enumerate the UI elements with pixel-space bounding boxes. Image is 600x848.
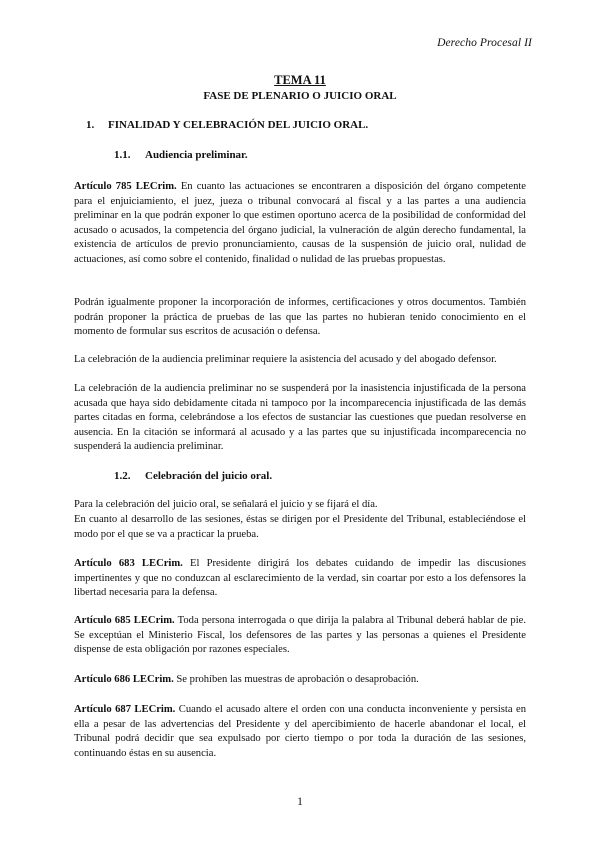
paragraph: Podrán igualmente proponer la incorporación de informes, certificaciones y otros documentos. También podrán proponer la práctica de pruebas de las que las partes no hubieran tenido conocimiento en el momento de formular sus escritos de acusación o defensa.	[74, 297, 526, 338]
section-number: 1.	[86, 119, 95, 131]
paragraph: La celebración de la audiencia preliminar requiere la asistencia del acusado y del abogado defensor.	[74, 354, 497, 365]
article-reference: Artículo 687 LECrim.	[74, 704, 176, 715]
paragraph-text: Cuando el acusado altere el orden con una conducta inconveniente y persista en ella a pesar de las advertencias del Presidente y del apercibimiento de hacerle abandonar el local, el Tribunal podrá decidir que sea expulsado por cierto tiempo o por toda la duración de las sesiones, continuando éstas en su ausencia.	[74, 704, 527, 759]
article-reference: Artículo 685 LECrim.	[74, 615, 175, 626]
paragraph-text: Toda persona interrogada o que dirija la palabra al Tribunal deberá hablar de pie. Se exceptúan el Ministerio Fiscal, los defensores de las partes y las personas a quienes el Presidente dispense de esta obligación por razones especiales.	[74, 615, 526, 656]
running-header: Derecho Procesal II	[437, 37, 532, 49]
title-block	[0, 72, 600, 104]
section-heading-1-1	[114, 149, 248, 161]
page-number: 1	[297, 796, 303, 808]
section-title: Celebración del juicio oral.	[145, 470, 273, 482]
paragraph-art-683	[74, 557, 526, 601]
article-reference: Artículo 683 LECrim.	[74, 558, 183, 569]
paragraph-text: Se prohíben las muestras de aprobación o desaprobación.	[173, 674, 419, 685]
paragraph-art-687	[74, 703, 526, 761]
section-number: 1.2.	[114, 470, 131, 482]
paragraph: Para la celebración del juicio oral, se señalará el juicio y se fijará el día.	[74, 499, 378, 510]
section-title: FINALIDAD Y CELEBRACIÓN DEL JUICIO ORAL.	[108, 119, 369, 131]
section-heading-1	[86, 119, 368, 131]
paragraph: En cuanto al desarrollo de las sesiones, éstas se dirigen por el Presidente del Tribunal, estableciéndose el modo por el que se va a practicar la prueba.	[74, 514, 526, 540]
paragraph-text: El Presidente dirigirá los debates cuidando de impedir las discusiones impertinentes y que no conduzcan al esclarecimiento de la verdad, sin coartar por esto a los defensores la libertad necesaria para la defensa.	[74, 558, 527, 599]
article-reference: Artículo 785 LECrim.	[74, 181, 177, 192]
section-number: 1.1.	[114, 149, 131, 161]
paragraph-text: En cuanto las actuaciones se encontraren a disposición del órgano competente para el enjuiciamiento, el juez, jueza o tribunal convocará al fiscal y a las partes a una audiencia preliminar en la que podrán exponer lo que estimen oportuno acerca de la posibilidad de conformidad del acusado o acusados, la competencia del órgano judicial, la vulneración de algún derecho fundamental, la existencia de artículos de previo pronunciamiento, causas de la suspensión de juicio oral, nulidad de actuaciones, así como sobre el contenido, finalidad o nulidad de las pruebas propuestas.	[74, 181, 527, 265]
paragraph-art-686	[74, 673, 526, 688]
chapter-title: TEMA 11	[274, 73, 326, 87]
paragraph-art-785	[74, 180, 526, 268]
section-title: Audiencia preliminar.	[145, 149, 248, 161]
paragraph: La celebración de la audiencia preliminar no se suspenderá por la inasistencia injustificada de la persona acusada que haya sido debidamente citada ni tampoco por la incomparecencia injustificada de las demás partes citadas en forma, celebrándose a los efectos de sustanciar las cuestiones que puedan resolverse en ausencia. En la citación se informará al acusado y a las partes que su injustificada incomparecencia no suspenderá la audiencia preliminar.	[74, 383, 526, 453]
section-heading-1-2	[114, 470, 272, 482]
paragraph-art-685	[74, 614, 526, 658]
article-reference: Artículo 686 LECrim.	[74, 674, 174, 685]
chapter-subtitle: FASE DE PLENARIO O JUICIO ORAL	[203, 90, 397, 102]
